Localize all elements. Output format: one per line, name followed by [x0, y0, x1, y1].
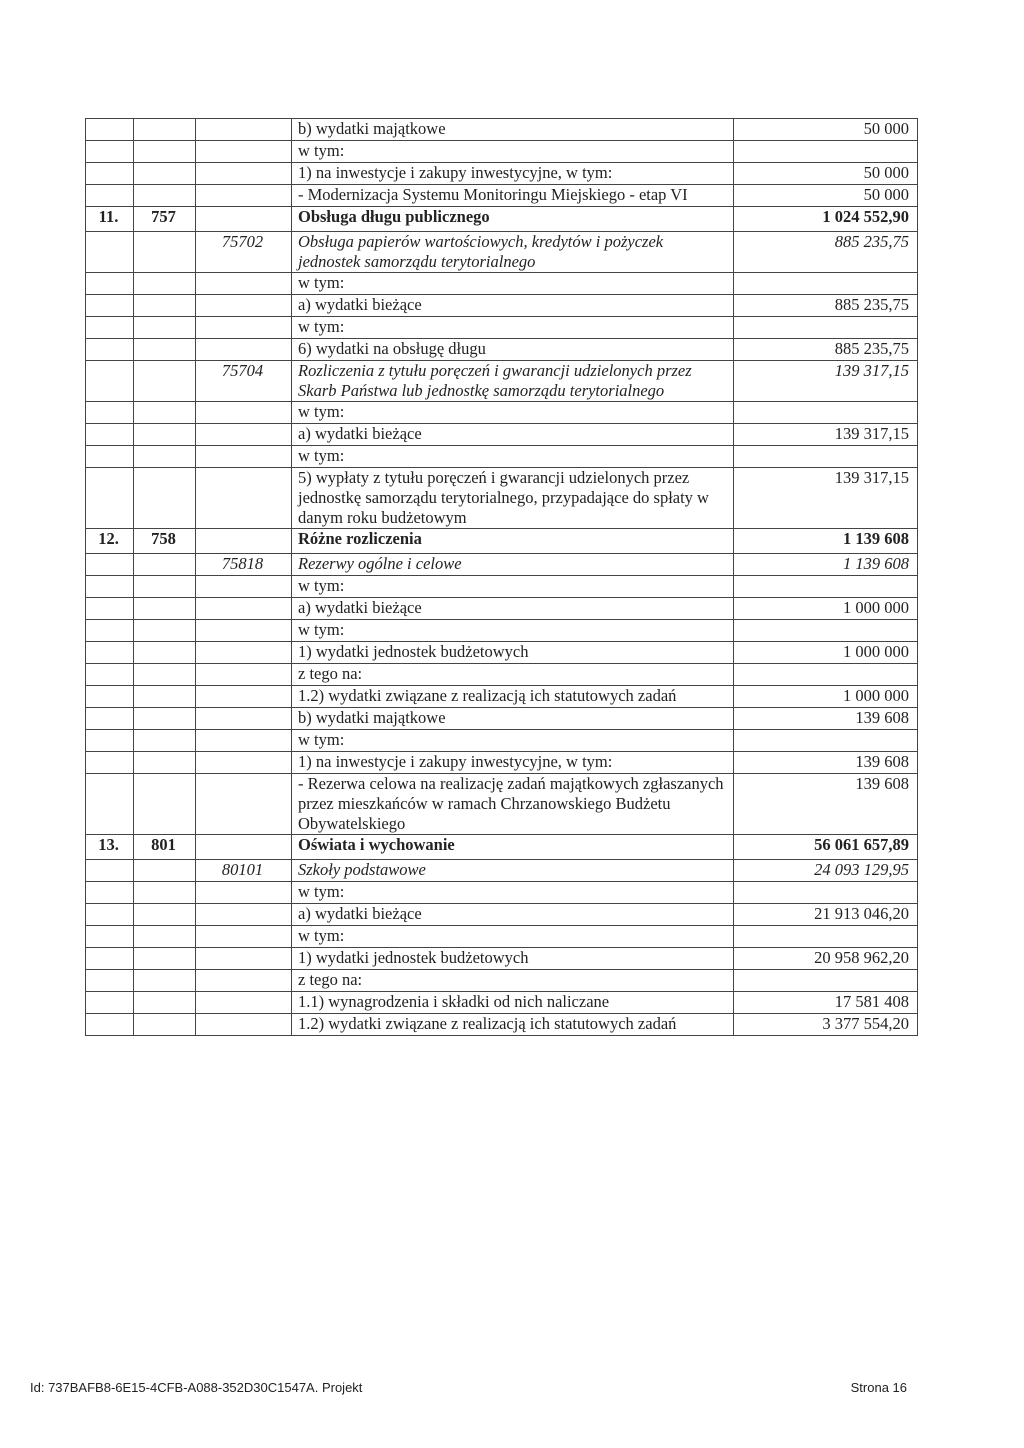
amount-cell: 139 608: [734, 708, 918, 730]
description-cell: - Rezerwa celowa na realizację zadań majątkowych zgłaszanych przez mieszkańców w ramach Chrzanowskiego Budżetu Obywatelskiego: [292, 774, 734, 835]
section-code-cell: [134, 1014, 196, 1036]
table-row: [86, 339, 918, 361]
chapter-code-cell: [196, 730, 292, 752]
section-code-cell: 757: [134, 207, 196, 232]
row-number-cell: [86, 752, 134, 774]
amount-cell: [734, 926, 918, 948]
chapter-code-cell: [196, 339, 292, 361]
row-number-cell: [86, 970, 134, 992]
chapter-code-cell: [196, 402, 292, 424]
amount-cell: 17 581 408: [734, 992, 918, 1014]
chapter-code-cell: [196, 317, 292, 339]
table-row: [86, 752, 918, 774]
table-row: [86, 295, 918, 317]
table-row: [86, 708, 918, 730]
description-cell: 6) wydatki na obsługę długu: [292, 339, 734, 361]
row-number-cell: 13.: [86, 835, 134, 860]
amount-cell: [734, 882, 918, 904]
amount-cell: 1 000 000: [734, 686, 918, 708]
row-number-cell: [86, 860, 134, 882]
chapter-code-cell: [196, 576, 292, 598]
description-cell: a) wydatki bieżące: [292, 424, 734, 446]
description-cell: 1.2) wydatki związane z realizacją ich statutowych zadań: [292, 1014, 734, 1036]
description-cell: - Modernizacja Systemu Monitoringu Miejskiego - etap VI: [292, 185, 734, 207]
section-code-cell: [134, 664, 196, 686]
chapter-code-cell: [196, 446, 292, 468]
chapter-code-cell: [196, 882, 292, 904]
section-code-cell: [134, 992, 196, 1014]
amount-cell: 1 024 552,90: [734, 207, 918, 232]
table-row: [86, 468, 918, 529]
chapter-code-cell: 80101: [196, 860, 292, 882]
section-code-cell: 758: [134, 529, 196, 554]
table-row: [86, 835, 918, 860]
description-cell: w tym:: [292, 141, 734, 163]
amount-cell: 1 139 608: [734, 529, 918, 554]
section-code-cell: [134, 273, 196, 295]
section-code-cell: [134, 317, 196, 339]
row-number-cell: [86, 402, 134, 424]
chapter-code-cell: [196, 926, 292, 948]
description-cell: w tym:: [292, 576, 734, 598]
amount-cell: 139 317,15: [734, 424, 918, 446]
amount-cell: 885 235,75: [734, 339, 918, 361]
description-cell: Rezerwy ogólne i celowe: [292, 554, 734, 576]
description-cell: w tym:: [292, 926, 734, 948]
amount-cell: 1 000 000: [734, 598, 918, 620]
description-cell: w tym:: [292, 620, 734, 642]
section-code-cell: [134, 686, 196, 708]
row-number-cell: [86, 620, 134, 642]
amount-cell: 885 235,75: [734, 295, 918, 317]
table-row: [86, 992, 918, 1014]
section-code-cell: [134, 119, 196, 141]
row-number-cell: [86, 642, 134, 664]
section-code-cell: [134, 576, 196, 598]
description-cell: w tym:: [292, 317, 734, 339]
amount-cell: 50 000: [734, 163, 918, 185]
chapter-code-cell: [196, 992, 292, 1014]
amount-cell: [734, 141, 918, 163]
table-row: [86, 554, 918, 576]
section-code-cell: [134, 185, 196, 207]
amount-cell: [734, 970, 918, 992]
description-cell: a) wydatki bieżące: [292, 295, 734, 317]
description-cell: a) wydatki bieżące: [292, 904, 734, 926]
table-row: [86, 207, 918, 232]
row-number-cell: 12.: [86, 529, 134, 554]
table-row: [86, 904, 918, 926]
amount-cell: 21 913 046,20: [734, 904, 918, 926]
row-number-cell: [86, 1014, 134, 1036]
table-row: [86, 1014, 918, 1036]
description-cell: b) wydatki majątkowe: [292, 708, 734, 730]
chapter-code-cell: [196, 273, 292, 295]
table-row: [86, 948, 918, 970]
description-cell: 1.1) wynagrodzenia i składki od nich naliczane: [292, 992, 734, 1014]
row-number-cell: [86, 185, 134, 207]
description-cell: Obsługa papierów wartościowych, kredytów i pożyczek jednostek samorządu terytorialnego: [292, 232, 734, 273]
chapter-code-cell: 75818: [196, 554, 292, 576]
chapter-code-cell: [196, 424, 292, 446]
row-number-cell: [86, 163, 134, 185]
amount-cell: 139 317,15: [734, 361, 918, 402]
description-cell: Szkoły podstawowe: [292, 860, 734, 882]
page-number-footer: Strona 16: [850, 1380, 907, 1395]
table-row: [86, 424, 918, 446]
amount-cell: 1 000 000: [734, 642, 918, 664]
row-number-cell: [86, 730, 134, 752]
row-number-cell: [86, 882, 134, 904]
description-cell: w tym:: [292, 446, 734, 468]
section-code-cell: 801: [134, 835, 196, 860]
row-number-cell: [86, 598, 134, 620]
row-number-cell: [86, 446, 134, 468]
row-number-cell: [86, 273, 134, 295]
document-id-footer: Id: 737BAFB8-6E15-4CFB-A088-352D30C1547A. Projekt: [30, 1380, 363, 1395]
table-row: [86, 141, 918, 163]
section-code-cell: [134, 446, 196, 468]
row-number-cell: [86, 119, 134, 141]
table-row: [86, 926, 918, 948]
amount-cell: 50 000: [734, 119, 918, 141]
budget-table-body: [86, 119, 918, 1036]
section-code-cell: [134, 424, 196, 446]
amount-cell: 885 235,75: [734, 232, 918, 273]
description-cell: b) wydatki majątkowe: [292, 119, 734, 141]
chapter-code-cell: [196, 708, 292, 730]
table-row: [86, 730, 918, 752]
row-number-cell: [86, 948, 134, 970]
chapter-code-cell: [196, 141, 292, 163]
description-cell: 1) na inwestycje i zakupy inwestycyjne, w tym:: [292, 163, 734, 185]
section-code-cell: [134, 339, 196, 361]
section-code-cell: [134, 948, 196, 970]
section-code-cell: [134, 598, 196, 620]
table-row: [86, 970, 918, 992]
section-code-cell: [134, 752, 196, 774]
amount-cell: [734, 664, 918, 686]
chapter-code-cell: [196, 119, 292, 141]
amount-cell: 139 608: [734, 752, 918, 774]
table-row: [86, 163, 918, 185]
chapter-code-cell: 75702: [196, 232, 292, 273]
chapter-code-cell: [196, 948, 292, 970]
description-cell: 1) wydatki jednostek budżetowych: [292, 948, 734, 970]
row-number-cell: [86, 686, 134, 708]
row-number-cell: [86, 904, 134, 926]
description-cell: w tym:: [292, 882, 734, 904]
section-code-cell: [134, 904, 196, 926]
row-number-cell: [86, 361, 134, 402]
amount-cell: 50 000: [734, 185, 918, 207]
amount-cell: 139 608: [734, 774, 918, 835]
chapter-code-cell: [196, 970, 292, 992]
section-code-cell: [134, 620, 196, 642]
chapter-code-cell: [196, 185, 292, 207]
section-code-cell: [134, 926, 196, 948]
table-row: [86, 620, 918, 642]
row-number-cell: [86, 708, 134, 730]
amount-cell: [734, 402, 918, 424]
budget-table: [85, 118, 918, 1036]
description-cell: w tym:: [292, 273, 734, 295]
chapter-code-cell: [196, 835, 292, 860]
section-code-cell: [134, 860, 196, 882]
table-row: [86, 529, 918, 554]
description-cell: Obsługa długu publicznego: [292, 207, 734, 232]
table-row: [86, 232, 918, 273]
description-cell: Oświata i wychowanie: [292, 835, 734, 860]
description-cell: a) wydatki bieżące: [292, 598, 734, 620]
table-row: [86, 686, 918, 708]
description-cell: 1) wydatki jednostek budżetowych: [292, 642, 734, 664]
chapter-code-cell: [196, 1014, 292, 1036]
chapter-code-cell: [196, 207, 292, 232]
amount-cell: [734, 620, 918, 642]
section-code-cell: [134, 730, 196, 752]
amount-cell: [734, 446, 918, 468]
table-row: [86, 576, 918, 598]
section-code-cell: [134, 708, 196, 730]
section-code-cell: [134, 402, 196, 424]
amount-cell: 3 377 554,20: [734, 1014, 918, 1036]
row-number-cell: [86, 339, 134, 361]
chapter-code-cell: [196, 642, 292, 664]
section-code-cell: [134, 163, 196, 185]
amount-cell: 139 317,15: [734, 468, 918, 529]
chapter-code-cell: [196, 529, 292, 554]
table-row: [86, 598, 918, 620]
chapter-code-cell: 75704: [196, 361, 292, 402]
table-row: [86, 774, 918, 835]
section-code-cell: [134, 295, 196, 317]
amount-cell: [734, 576, 918, 598]
description-cell: 1.2) wydatki związane z realizacją ich statutowych zadań: [292, 686, 734, 708]
section-code-cell: [134, 361, 196, 402]
row-number-cell: [86, 926, 134, 948]
section-code-cell: [134, 141, 196, 163]
row-number-cell: [86, 232, 134, 273]
section-code-cell: [134, 774, 196, 835]
table-row: [86, 664, 918, 686]
row-number-cell: [86, 468, 134, 529]
table-row: [86, 860, 918, 882]
description-cell: w tym:: [292, 730, 734, 752]
amount-cell: [734, 273, 918, 295]
table-row: [86, 185, 918, 207]
row-number-cell: [86, 295, 134, 317]
amount-cell: 1 139 608: [734, 554, 918, 576]
section-code-cell: [134, 232, 196, 273]
table-row: [86, 446, 918, 468]
chapter-code-cell: [196, 295, 292, 317]
row-number-cell: [86, 576, 134, 598]
chapter-code-cell: [196, 664, 292, 686]
description-cell: 1) na inwestycje i zakupy inwestycyjne, w tym:: [292, 752, 734, 774]
description-cell: 5) wypłaty z tytułu poręczeń i gwarancji udzielonych przez jednostkę samorządu terytorialnego, przypadające do spłaty w danym roku budżetowym: [292, 468, 734, 529]
chapter-code-cell: [196, 468, 292, 529]
amount-cell: 24 093 129,95: [734, 860, 918, 882]
table-row: [86, 317, 918, 339]
section-code-cell: [134, 882, 196, 904]
chapter-code-cell: [196, 686, 292, 708]
table-row: [86, 882, 918, 904]
description-cell: z tego na:: [292, 664, 734, 686]
table-row: [86, 119, 918, 141]
table-row: [86, 361, 918, 402]
description-cell: Różne rozliczenia: [292, 529, 734, 554]
row-number-cell: 11.: [86, 207, 134, 232]
description-cell: z tego na:: [292, 970, 734, 992]
description-cell: w tym:: [292, 402, 734, 424]
chapter-code-cell: [196, 752, 292, 774]
row-number-cell: [86, 664, 134, 686]
section-code-cell: [134, 642, 196, 664]
amount-cell: 20 958 962,20: [734, 948, 918, 970]
section-code-cell: [134, 970, 196, 992]
table-row: [86, 642, 918, 664]
row-number-cell: [86, 141, 134, 163]
chapter-code-cell: [196, 620, 292, 642]
amount-cell: [734, 730, 918, 752]
chapter-code-cell: [196, 774, 292, 835]
chapter-code-cell: [196, 598, 292, 620]
row-number-cell: [86, 317, 134, 339]
section-code-cell: [134, 468, 196, 529]
table-row: [86, 273, 918, 295]
chapter-code-cell: [196, 163, 292, 185]
description-cell: Rozliczenia z tytułu poręczeń i gwarancji udzielonych przez Skarb Państwa lub jednostkę samorządu terytorialnego: [292, 361, 734, 402]
amount-cell: [734, 317, 918, 339]
amount-cell: 56 061 657,89: [734, 835, 918, 860]
row-number-cell: [86, 774, 134, 835]
row-number-cell: [86, 992, 134, 1014]
row-number-cell: [86, 424, 134, 446]
section-code-cell: [134, 554, 196, 576]
chapter-code-cell: [196, 904, 292, 926]
row-number-cell: [86, 554, 134, 576]
table-row: [86, 402, 918, 424]
